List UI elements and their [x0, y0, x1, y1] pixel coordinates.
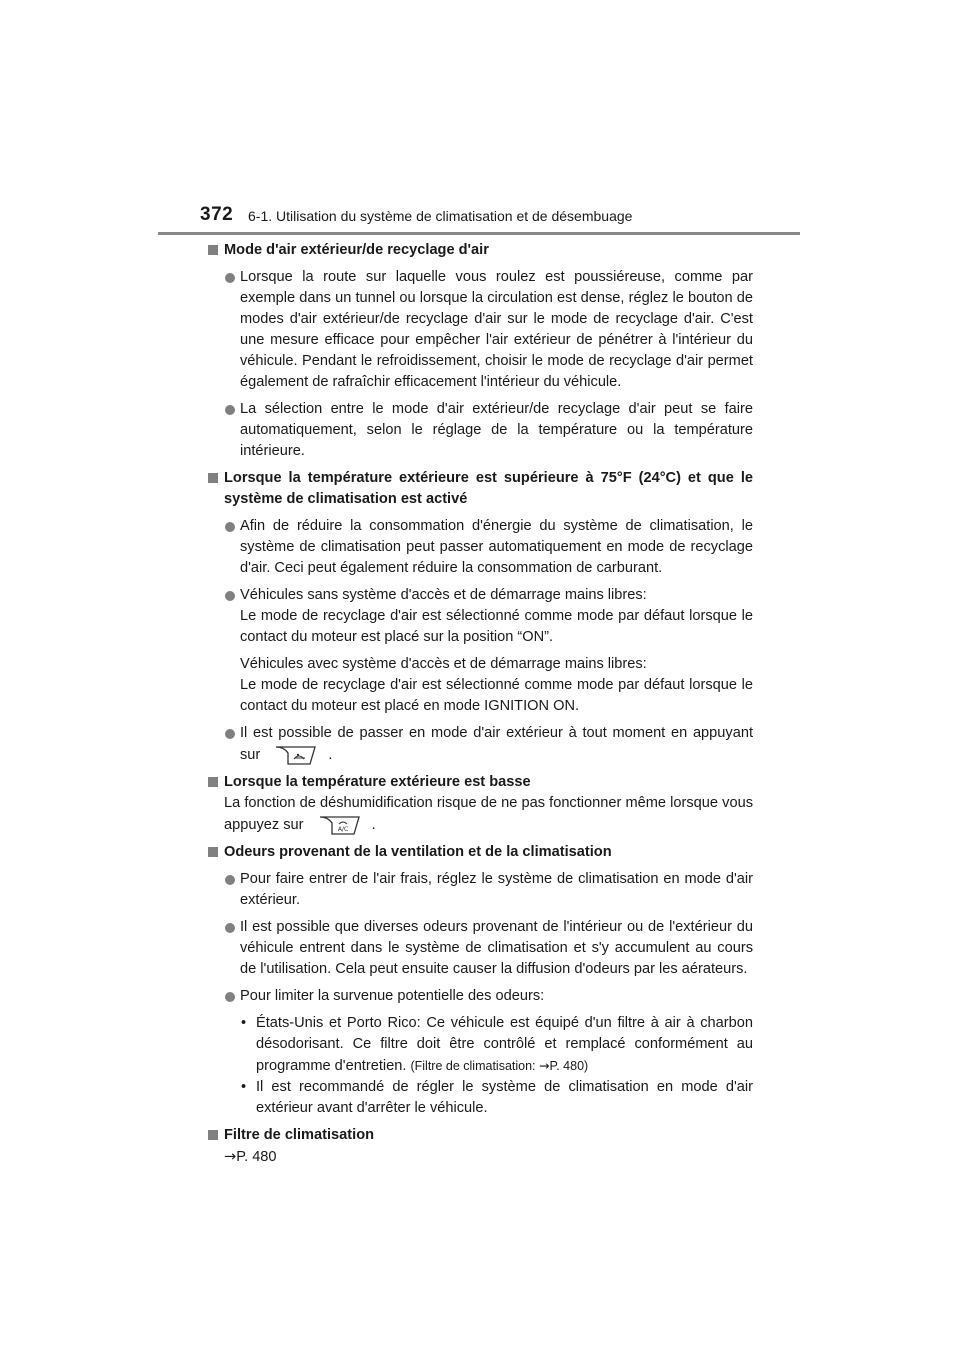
section-heading-high-temperature: Lorsque la température extérieure est supérieure à 75°F (24°C) et que le système de climatisation est activé [208, 468, 753, 510]
square-bullet-icon [208, 1130, 218, 1140]
page-number: 372 [200, 204, 234, 225]
list-item: Lorsque la route sur laquelle vous roulez est poussiéreuse, comme par exemple dans un tunnel ou lorsque la circulation est dense, réglez le bouton de modes d'air extérieur/de recyclage d'air sur le mode de recyclage d'air. C'est une mesure efficace pour empêcher l'air extérieur de pénétrer à l'intérieur du véhicule. Pendant le refroidissement, choisir le mode de recyclage d'air permet également de rafraîchir efficacement l'intérieur du véhicule. [208, 267, 753, 393]
chapter-title: 6-1. Utilisation du système de climatisation et de désembuage [248, 208, 633, 224]
list-item: Véhicules sans système d'accès et de démarrage mains libres: Le mode de recyclage d'air est sélectionné comme mode par défaut lorsque le contact du moteur est placé sur la position “ON”. [208, 585, 753, 648]
square-bullet-icon [208, 245, 218, 255]
list-item: La sélection entre le mode d'air extérieur/de recyclage d'air peut se faire automatiquement, selon le réglage de la température ou la température intérieure. [208, 399, 753, 462]
circle-bullet-icon [225, 729, 235, 739]
section-heading-air-mode: Mode d'air extérieur/de recyclage d'air [208, 240, 753, 261]
circle-bullet-icon [225, 923, 235, 933]
list-item: Pour limiter la survenue potentielle des odeurs: [208, 986, 753, 1007]
section-heading-ac-filter: Filtre de climatisation [208, 1125, 753, 1146]
header-rule [158, 232, 800, 235]
ac-button-icon [318, 814, 362, 836]
circle-bullet-icon [225, 992, 235, 1002]
ac-button-label: A/C [337, 826, 348, 833]
list-item: Afin de réduire la consommation d'énergie du système de climatisation, le système de climatisation peut passer automatiquement en mode de recyclage d'air. Ceci peut également réduire la consommation de carburant. [208, 516, 753, 579]
section-heading-low-temperature: Lorsque la température extérieure est basse [208, 772, 753, 793]
cross-reference[interactable]: (Filtre de climatisation: →P. 480) [410, 1058, 589, 1073]
circle-bullet-icon [225, 522, 235, 532]
paragraph: La fonction de déshumidification risque de ne pas fonctionner même lorsque vous appuyez sur A/C . [208, 793, 753, 836]
section-heading-odors: Odeurs provenant de la ventilation et de la climatisation [208, 842, 753, 863]
square-bullet-icon [208, 777, 218, 787]
list-item: Il est possible de passer en mode d'air extérieur à tout moment en appuyant sur . [208, 723, 753, 766]
arrow-right-icon: → [224, 1148, 237, 1165]
circle-bullet-icon [225, 273, 235, 283]
square-bullet-icon [208, 847, 218, 857]
cross-reference[interactable]: →P. 480 [224, 1148, 277, 1165]
square-bullet-icon [208, 473, 218, 483]
page-content [208, 240, 753, 1168]
paragraph: Véhicules avec système d'accès et de démarrage mains libres: Le mode de recyclage d'air est sélectionné comme mode par défaut lorsque le contact du moteur est placé en mode IGNITION ON. [240, 656, 753, 714]
arrow-right-icon: → [539, 1058, 550, 1073]
outside-air-button-icon [274, 744, 318, 766]
circle-bullet-icon [225, 591, 235, 601]
circle-bullet-icon [225, 875, 235, 885]
circle-bullet-icon [225, 405, 235, 415]
sub-list-item: • États-Unis et Porto Rico: Ce véhicule est équipé d'un filtre à air à charbon désodorisant. Ce filtre doit être contrôlé et remplacé conformément au programme d'entretien. (Filtre de climatisation: →P. 480) [241, 1015, 753, 1074]
sub-list-item: • Il est recommandé de régler le système de climatisation en mode d'air extérieur avant d'arrêter le véhicule. [241, 1079, 753, 1116]
list-item: Pour faire entrer de l'air frais, réglez le système de climatisation en mode d'air extérieur. [208, 869, 753, 911]
list-item: Il est possible que diverses odeurs provenant de l'intérieur ou de l'extérieur du véhicule entrent dans le système de climatisation et s'y accumulent au cours de l'utilisation. Cela peut ensuite causer la diffusion d'odeurs par les aérateurs. [208, 917, 753, 980]
